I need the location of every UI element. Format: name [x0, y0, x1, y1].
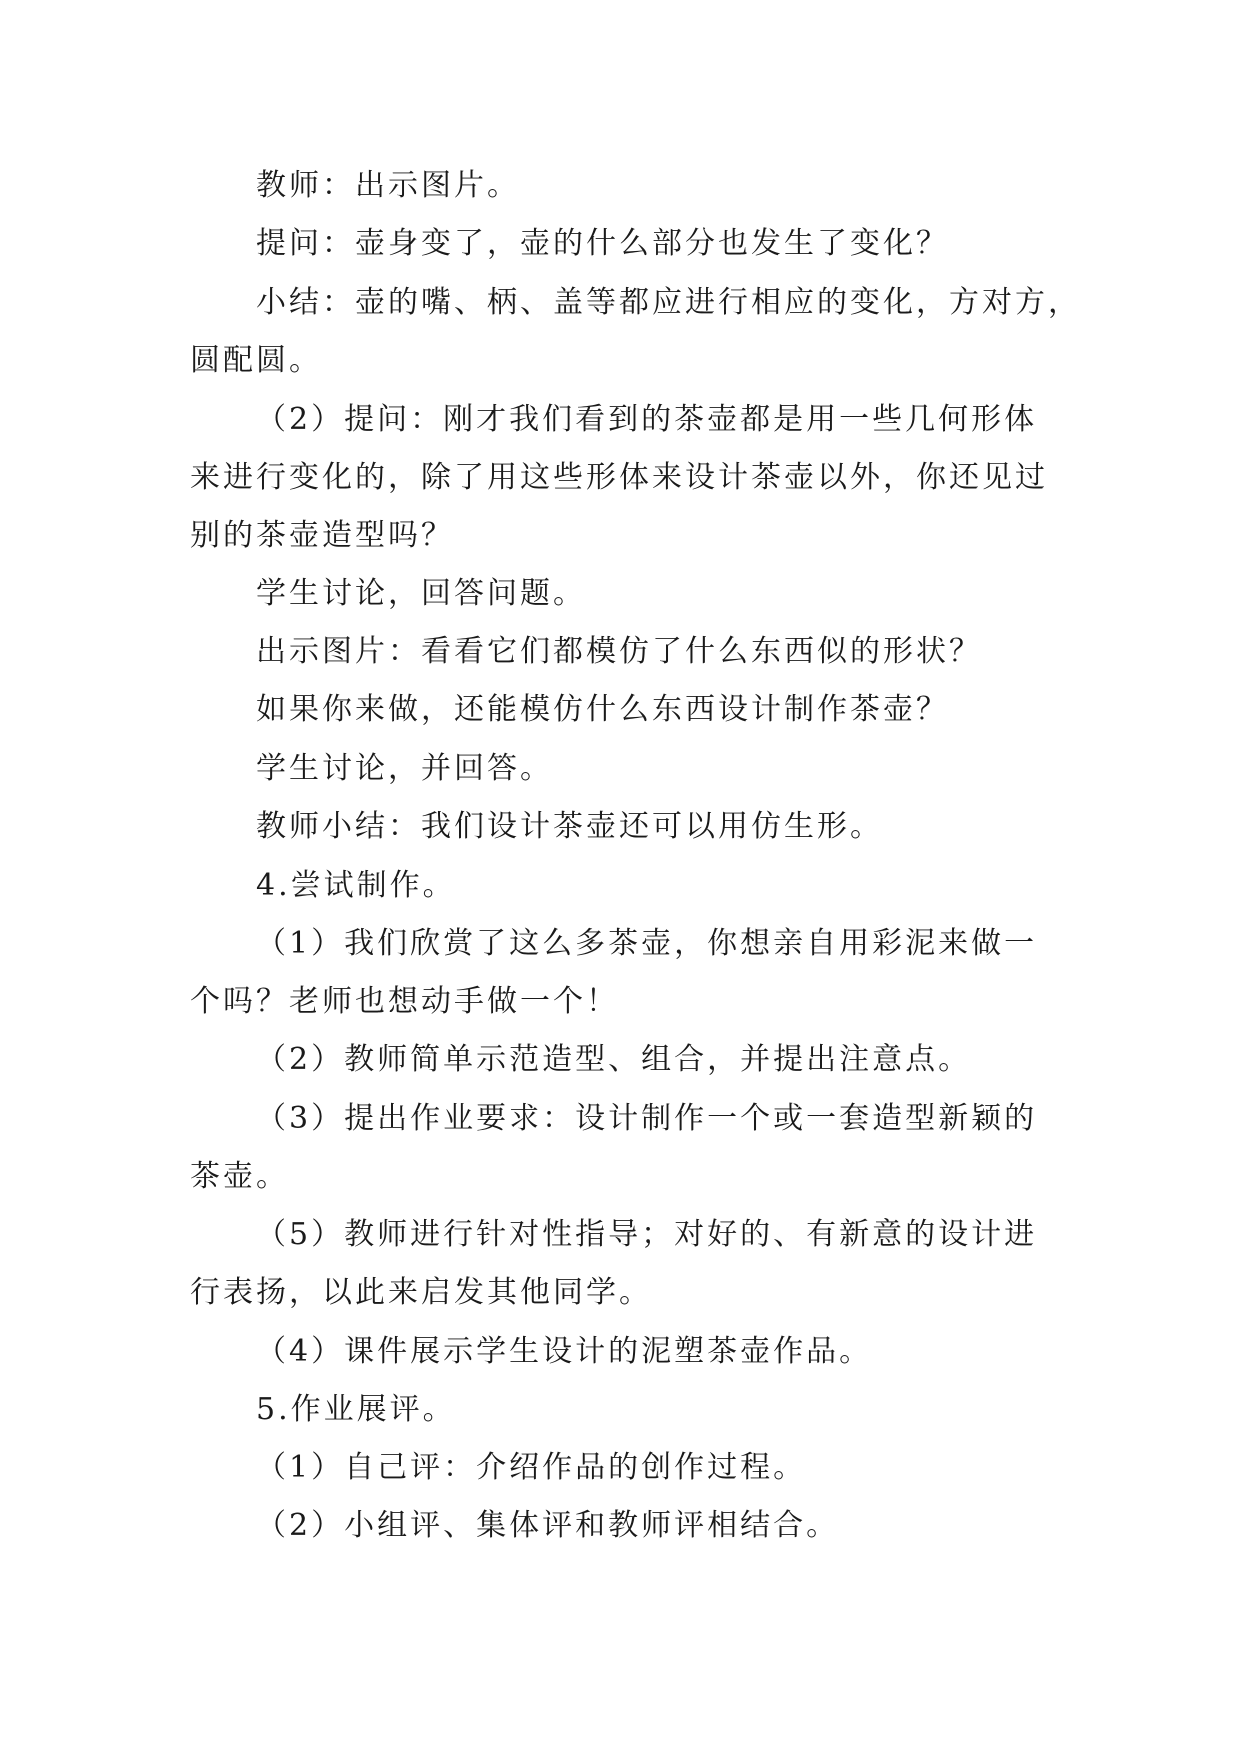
text-line: 个吗？老师也想动手做一个！ [190, 984, 619, 1019]
text-line: 别的茶壶造型吗？ [190, 518, 454, 553]
text-line: （1）我们欣赏了这么多茶壶，你想亲自用彩泥来做一 [256, 926, 1038, 961]
text-line: （2）教师简单示范造型、组合，并提出注意点。 [256, 1042, 972, 1077]
text-line: 教师：出示图片。 [256, 168, 520, 203]
text-line: 出示图片：看看它们都模仿了什么东西似的形状？ [256, 634, 982, 669]
text-line: 学生讨论，并回答。 [256, 751, 553, 786]
text-line: 来进行变化的，除了用这些形体来设计茶壶以外，你还见过 [190, 460, 1048, 495]
text-line: （3）提出作业要求：设计制作一个或一套造型新颖的 [256, 1101, 1038, 1136]
text-line: （2）提问：刚才我们看到的茶壶都是用一些几何形体 [256, 402, 1038, 437]
text-line: 学生讨论，回答问题。 [256, 576, 586, 611]
text-line: 茶壶。 [190, 1159, 289, 1194]
text-line: （2）小组评、集体评和教师评相结合。 [256, 1508, 840, 1543]
text-line: 行表扬，以此来启发其他同学。 [190, 1275, 652, 1310]
text-line: 4.尝试制作。 [256, 868, 456, 903]
text-line: 5.作业展评。 [256, 1392, 456, 1427]
text-line: （1）自己评：介绍作品的创作过程。 [256, 1450, 807, 1485]
text-line: （5）教师进行针对性指导；对好的、有新意的设计进 [256, 1217, 1038, 1252]
text-line: 圆配圆。 [190, 343, 322, 378]
text-line: 提问：壶身变了，壶的什么部分也发生了变化？ [256, 226, 949, 261]
text-line: 如果你来做，还能模仿什么东西设计制作茶壶？ [256, 692, 949, 727]
text-line: 教师小结：我们设计茶壶还可以用仿生形。 [256, 809, 883, 844]
text-line: （4）课件展示学生设计的泥塑茶壶作品。 [256, 1334, 873, 1369]
text-line: 小结：壶的嘴、柄、盖等都应进行相应的变化，方对方， [256, 285, 1081, 320]
